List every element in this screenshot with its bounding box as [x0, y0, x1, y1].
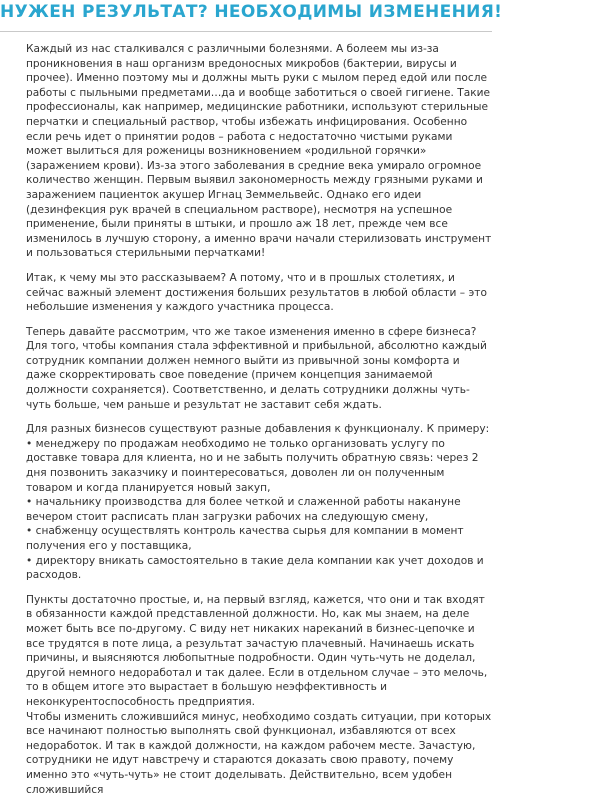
list-item-sales-manager: • менеджеру по продажам необходимо не только организовать услугу по доставке товара для клиента, но и не забыть получить обратную связь: через 2 дня позвонить заказчику и поинтересоваться, доволен ли он полученным товаром и когда планируется новый закуп,	[26, 437, 479, 494]
list-item-director: • директору вникать самостоятельно в такие дела компании как учет доходов и расходов.	[26, 554, 484, 582]
article-paragraph-why: Итак, к чему мы это рассказываем? А потому, что и в прошлых столетиях, и сейчас важный элемент достижения больших результатов в любой области – это небольшие изменения у каждого участника процесса.	[26, 271, 487, 314]
list-item-supplier: • снабженцу осуществлять контроль качества сырья для компании в момент получения его у поставщика,	[26, 525, 464, 552]
article-paragraph-examples-lead: Для разных бизнесов существуют разные добавления к функционалу. К примеру:	[26, 423, 490, 436]
article-paragraph-business: Теперь давайте рассмотрим, что же такое изменения именно в сфере бизнеса? Для того, чтобы компания стала эффективной и прибыльной, абсолютно каждый сотрудник компании должен немного выйти из привычной зоны комфорта и даже скорректировать свое поведение (причем концепция занимаемой должности сохраняется). Соответственно, и делать сотрудники должны чуть-чуть больше, чем раньше и результат не заставит себя ждать.	[26, 325, 487, 411]
article-paragraph-points: Пункты достаточно простые, и, на первый взгляд, кажется, что они и так входят в обязанности каждой представленной должности. Но, как мы знаем, на деле может быть все по-другому. С виду нет никаких нареканий в бизнес-цепочке и все трудятся в поте лица, а результат зачастую плачевный. Начинаешь искать причины, и выясняются любопытные подробности. Один чуть-чуть не доделал, другой немного недоработал и так далее. Если в отдельном случае – это мелочь, то в общем итоге это вырастает в большую неэффективность и неконкурентоспособность предприятия.	[26, 593, 488, 708]
page-title: НУЖЕН РЕЗУЛЬТАТ? НЕОБХОДИМЫ ИЗМЕНЕНИЯ!	[0, 2, 503, 22]
title-divider	[0, 31, 492, 32]
article-paragraph-change: Чтобы изменить сложившийся минус, необходимо создать ситуации, при которых все начинают полностью выполнять свой функционал, избавляются от всех недоработок. И так в каждой должности, на каждом рабочем месте. Зачастую, сотрудники не идут навстречу и стараются доказать свою правоту, почему именно это «чуть-чуть» не стоит доделывать. Действительно, всем удобен сложившийся	[26, 710, 492, 796]
list-item-production-head: • начальнику производства для более четкой и слаженной работы накануне вечером стоит расписать план загрузки рабочих на следующую смену,	[26, 496, 461, 523]
article-paragraph-intro: Каждый из нас сталкивался с различными болезнями. А болеем мы из-за проникновения в наш организм вредоносных микробов (бактерии, вирусы и прочее). Именно поэтому мы и должны мыть руки с мылом перед едой или после работы с пыльными предметами…да и вообще заботиться о своей гигиене. Такие профессионалы, как например, медицинские работники, используют стерильные перчатки и специальный раствор, чтобы избежать инфицирования. Особенно если речь идет о принятии родов – работа с недостаточно чистыми руками может вылиться для роженицы возникновением «родильной горячки» (заражением крови). Из-за этого заболевания в средние века умирало огромное количество женщин. Первым выявил закономерность между грязными руками и заражением пациенток акушер Игнац Земмельвейс. Однако его идеи (дезинфекция рук врачей в специальном растворе), несмотря на успешное применение, были приняты в штыки, и прошло аж 18 лет, прежде чем все изменилось в лучшую сторону, а именно врачи начали стерилизовать инструмент и пользоваться стерильными перчатками!	[26, 43, 492, 260]
article-body	[26, 42, 492, 797]
